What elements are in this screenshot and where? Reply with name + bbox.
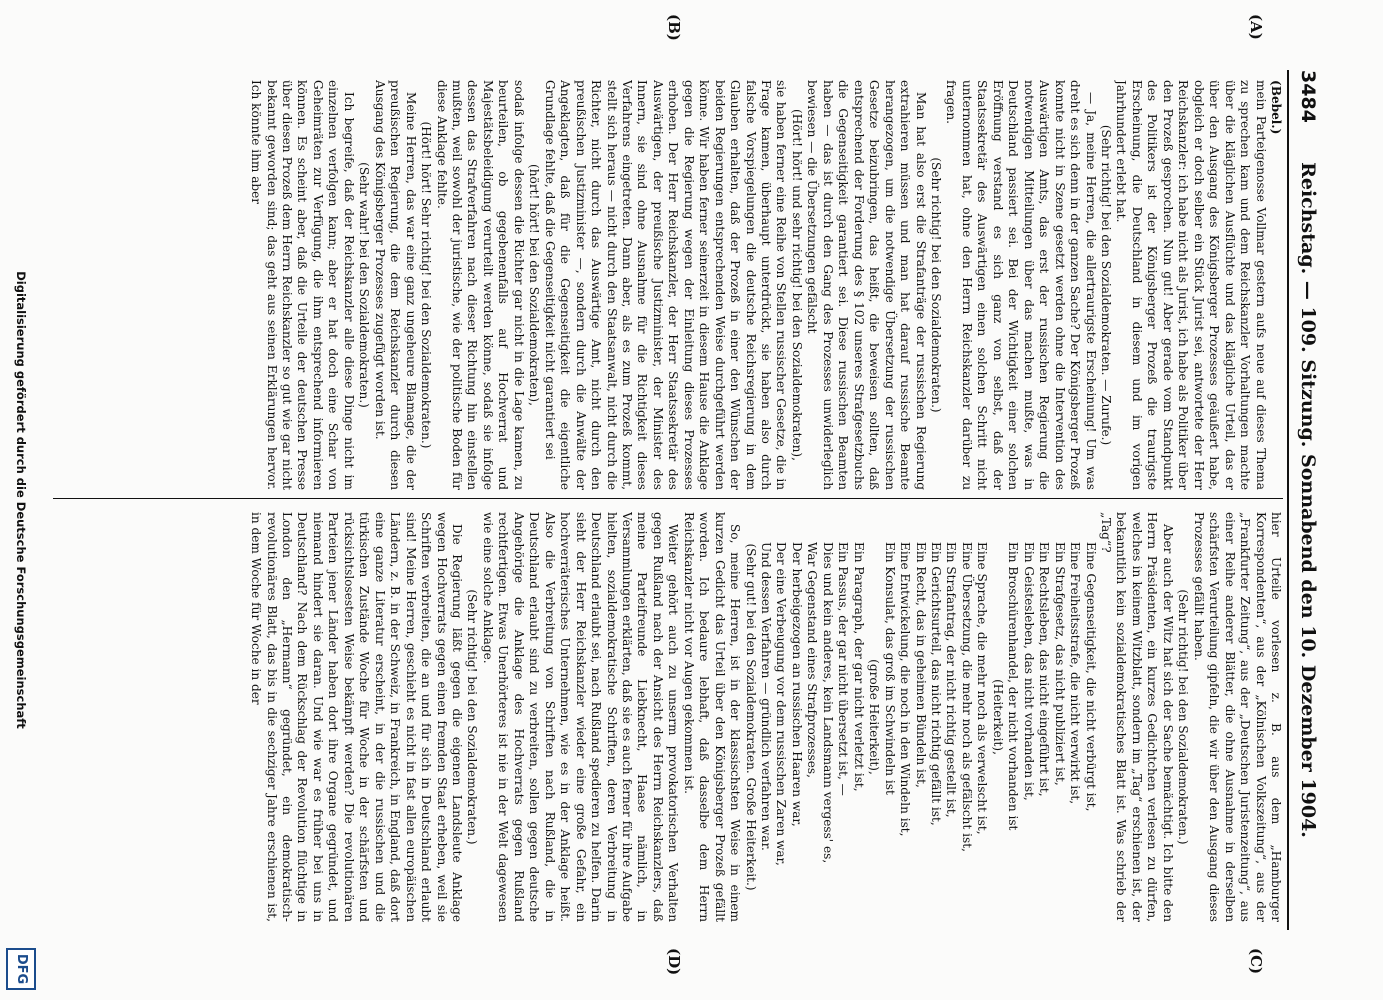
verse-line: Ein Passus, der gar nicht übersetzt ist, —	[836, 542, 851, 796]
page-title: Reichstag. — 109. Sitzung. Sonnabend den 10. Dezember 1904.	[1297, 162, 1319, 838]
paragraph: Ich begreife, daß der Reichskanzler alle diese Dinge nicht im einzelnen verfolgen kann; aber er hat doch eine Schar von Geheimräten zur Verfügung, die ihm entsprechend informieren können. Es scheint aber, daß die Urteile der deutschen Presse über diesen Prozeß dem Herrn Reichskanzler so gut wie gar nicht bekannt geworden sind; das geht aus seinen Erklärungen hervor. Ich könnte ihm aber	[249, 80, 356, 490]
margin-letter-a: (A)	[1247, 14, 1265, 40]
interjection: (Sehr richtig! bei den Sozialdemokraten.)	[465, 589, 480, 845]
paragraph: hier Urteile vorlesen z. B. aus dem „Hamburger Korrespondenten“, aus der „Kölnischen Volkszeitung“, aus der „Frankfurter Zeitung“, aus der „Deutschen Juristenzeitung“, aus einer Reihe anderer Blätter, die ohne Ausnahme in derselben schärfsten Verurteilung gipfeln, die wir über den Ausgang dieses Prozesses gefällt haben.	[1191, 512, 1283, 922]
verse-line: Dies und kein anderes, kein Landsmann vergess' es,	[820, 542, 835, 864]
interjection: (Sehr richtig! bei den Sozialdemokraten.)	[1176, 589, 1191, 845]
verse-line: Ein Geistesleben, das nicht vorhanden ist,	[1021, 542, 1036, 801]
verse-line: Ein Konsulat, das groß im Schwindeln ist	[882, 542, 897, 795]
verse-line: Ein Broschürenhandel, der nicht vorhanden ist	[1006, 542, 1021, 831]
interjection: (Hört! hört! und sehr richtig! bei den Sozialdemokraten),	[789, 109, 804, 461]
verse-line: Ein Gerichtsurteil, das nicht richtig gefällt ist,	[929, 542, 944, 826]
paragraph: So, meine Herren, ist in der klassischsten Weise in einem kurzen Gedicht das Urteil über den Königsberger Prozeß gefällt worden. Ich bedaure lebhaft, daß dasselbe dem Herrn Reichskanzler nicht vor Augen gekommen ist.	[681, 512, 743, 922]
interjection: (Sehr gut! bei den Sozialdemokraten. Große Heiterkeit.)	[743, 543, 758, 891]
interjection: (Heiterkeit),	[990, 679, 1005, 755]
verse-line: Und dessen Verfahren — gründlich verfahren war.	[759, 542, 774, 851]
margin-letter-d: (D)	[665, 948, 683, 976]
verse-line: Ein Strafgesetz, das nicht publiziert ist,	[1052, 542, 1067, 786]
verse-line: War Gegenstand eines Strafprozesses,	[805, 542, 820, 778]
paragraph: — Ja, meine Herren, die allertraurigste Erscheinung! Um was dreht es sich denn in der ganzen Sache? Der Königsberger Prozeß konnte nicht in Szene gesetzt werden ohne die Intervention des Auswärtigen Amts, das erst der russischen Regierung die notwendigen Mitteilungen über das machen mußte, was in Deutschland passiert sei. Bei der Wichtigkeit einer solchen Eröffnung verstand es sich ganz von selbst, daß der Staatssekretär des Auswärtigen einen solchen Schritt nicht unternommen hat, ohne den Herrn Reichskanzler darüber zu fragen.	[944, 80, 1098, 490]
left-text-column	[53, 80, 1283, 490]
verse-line: Der herbeigezogen an russischen Haaren war,	[789, 542, 804, 827]
verse-line: Eine Sprache, die mehr noch als verwelscht ist,	[975, 542, 990, 835]
paragraph: Aber auch der Witz hat sich der Sache bemächtigt. Ich bitte den Herrn Präsidenten, ein kurzes Gedichtchen verlesen zu dürfen, welches in keinem Witzblatt, sondern im „Tag“ erschienen ist, der bekanntlich kein sozialdemokratisches Blatt ist. Was schrieb der „Tag“?	[1099, 512, 1175, 922]
verse-line: Eine Freiheitsstrafe, die nicht verwirkt ist,	[1068, 542, 1083, 805]
verse-line: Eine Übersetzung, die mehr noch als gefälscht ist,	[959, 542, 974, 852]
verse-line: Eine Entwickelung, die noch in den Windeln ist,	[898, 542, 913, 837]
verse-line: Ein Paragraph, der gar nicht verletzt ist,	[851, 542, 866, 792]
page-number: 3484	[1297, 70, 1319, 123]
paragraph: Man hat also erst die Strafanträge der russischen Regierung extrahieren müssen und man hat darauf russische Beamte herangezogen, um die notwendige Übersetzung der russischen Gesetze beizubringen, das heißt, die beweisen sollten, daß entsprechend der Forderung des § 102 unseres Strafgesetzbuchs die Gegenseitigkeit garantiert sei. Diese russischen Beamten haben — das ist durch den Gang des Prozesses unwiderleglich bewiesen — die Übersetzungen gefälscht	[805, 80, 928, 490]
paragraph: sodaß infolge dessen die Richter gar nicht in die Lage kamen, zu beurteilen, ob gegebenenfalls auf Hochverrat und Majestätsbeleidigung verurteilt werden könne, sodaß sie infolge dessen das Strafverfahren nach dieser Richtung hin einstellen mußten, weil sowohl der juristische, wie der politische Boden für diese Anklage fehlte.	[434, 80, 526, 490]
verse-line: Ein Rechtsleben, das nicht eingeführt ist,	[1037, 542, 1052, 797]
interjection: (Sehr richtig! bei den Sozialdemokraten.)	[929, 157, 944, 413]
right-text-column	[53, 512, 1283, 922]
interjection: (große Heiterkeit),	[867, 659, 882, 775]
paragraph: mein Parteigenosse Vollmar gestern aufs neue auf dieses Thema zu sprechen kam und dem Reichskanzler Vorhaltungen machte über die kläglichen Ausflüchte und das klägliche Urteil, das er über den Ausgang des Königsberger Prozesses geäußert habe, obgleich er doch selber ein Stück Jurist sei, antwortete der Herr Reichskanzler: ich habe nicht als Jurist, ich habe als Politiker über den Prozeß gesprochen. Nun gut! Aber gerade vom Standpunkt des Politikers ist der Königsberger Prozeß die traurigste Erscheinung, die Deutschland in diesem und im vorigen Jahrhundert erlebt hat.	[1114, 80, 1268, 490]
column-divider	[53, 498, 1283, 499]
verse-line: Ein Strafantrag, der nicht richtig gestellt ist,	[944, 542, 959, 818]
interjection: (Sehr wahr! bei den Sozialdemokraten.)	[357, 162, 372, 408]
paragraph: Die Regierung läßt gegen die eigenen Landsleute Anklage wegen Hochverrats gegen einen fremden Staat erheben, weil sie Schriften verbreiten, die an und für sich in Deutschland erlaubt sind! Meine Herren, geschieht es nicht in fast allen europäischen Ländern, z. B. in der Schweiz, in Frankreich, in England, daß dort eine ganze Literatur erscheint, in der die russischen und die türkischen Zustände Woche für Woche in der schärfsten und rücksichtslosesten Weise bekämpft werden? Die revolutionären Parteien jener Länder haben dort ihre Organe gegründet, und niemand hindert sie daran. Und wie war es früher bei uns in Deutschland? Nach dem Rückschlag der Revolution flüchtige in London den „Hermann“ gegründet, ein demokratisch-revolutionäres Blatt, das bis in die sechziger Jahre erschienen ist, in dem Woche für Woche in der	[249, 512, 464, 922]
interjection: (Hört! hört! Sehr richtig! bei den Sozialdemokraten.)	[419, 121, 434, 449]
digitization-imprint: Digitalisierung gefördert durch die Deutsche Forschungsgemeinschaft	[14, 271, 28, 729]
paragraph: sie haben ferner eine Reihe von Stellen russischer Gesetze, die in Frage kamen, überhaupt unterdrückt, sie haben also durch falsche Vorspiegelungen die deutsche Reichsregierung in dem Glauben erhalten, daß der Prozeß in einer den Wünschen der beiden Regierungen entsprechenden Weise durchgeführt werden könne. Wir haben ferner seinerzeit in diesem Hause die Anklage gegen die Regierung wegen der Einleitung dieses Prozesses erhoben. Der Herr Reichskanzler, der Herr Staatssekretär des Auswärtigen, der preußische Justizminister, der Minister des Innern, sie sind ohne Ausnahme für die Richtigkeit dieses Verfahrens eingetreten. Dann aber, als es zum Prozeß kommt, stellt sich heraus — nicht durch den Staatsanwalt, nicht durch die Richter, nicht durch das Auswärtige Amt, nicht durch den preußischen Justizminister —, sondern durch die Anwälte der Angeklagten, daß für die Gegenseitigkeit die eigentliche Grundlage fehlte, daß die Gegenseitigkeit nicht garantiert sei	[542, 80, 789, 490]
interjection: (Sehr richtig! bei den Sozialdemokraten. — Zurufe.)	[1099, 124, 1114, 446]
paragraph: Weiter gehört auch zu unserm provokatorischen Verhalten gegen Rußland nach der Ansicht des Herrn Reichskanzlers, daß meine Parteifreunde Liebknecht, Haase nämlich, in Versammlungen erklärten, daß sie es auch ferner für ihre Aufgabe hielten, sozialdemokratische Schriften, deren Verbreitung in Deutschland erlaubt sei, nach Rußland spedieren zu helfen. Darin sieht der Herr Reichskanzler wieder eine große Gefahr, ein hochverräterisches Unternehmen, wie es in der Anklage heißt. Also die Verbreitung von Schriften nach Rußland, die in Deutschland erlaubt sind zu verbreiten, sollen gegen deutsche Angehörige die Anklage des Hochverrats gegen Rußland rechtfertigen. Etwas Unerhörteres ist nie in der Welt dagewesen wie eine solche Anklage.	[480, 512, 681, 922]
margin-letter-b: (B)	[665, 14, 683, 41]
margin-letter-c: (C)	[1247, 948, 1265, 975]
interjection: (hört! hört! bei den Sozialdemokraten),	[527, 164, 542, 406]
speaker-label: (Bebel.)	[1269, 80, 1283, 135]
dfg-logo: DFG	[6, 948, 36, 990]
running-header	[1287, 70, 1321, 930]
verse-line: Eine Gegenseitigkeit, die nicht verbürgt ist,	[1083, 542, 1098, 812]
paragraph: Meine Herren, das war eine ganz ungeheure Blamage, die der preußischen Regierung, die dem Reichskanzler durch diesen Ausgang des Königsberger Prozesses zugefügt worden ist.	[372, 80, 418, 490]
verse-line: Der eine Verbeugung vor dem russischen Zaren war,	[774, 542, 789, 866]
verse-line: Ein Recht, das in geheimen Bündeln ist,	[913, 542, 928, 788]
